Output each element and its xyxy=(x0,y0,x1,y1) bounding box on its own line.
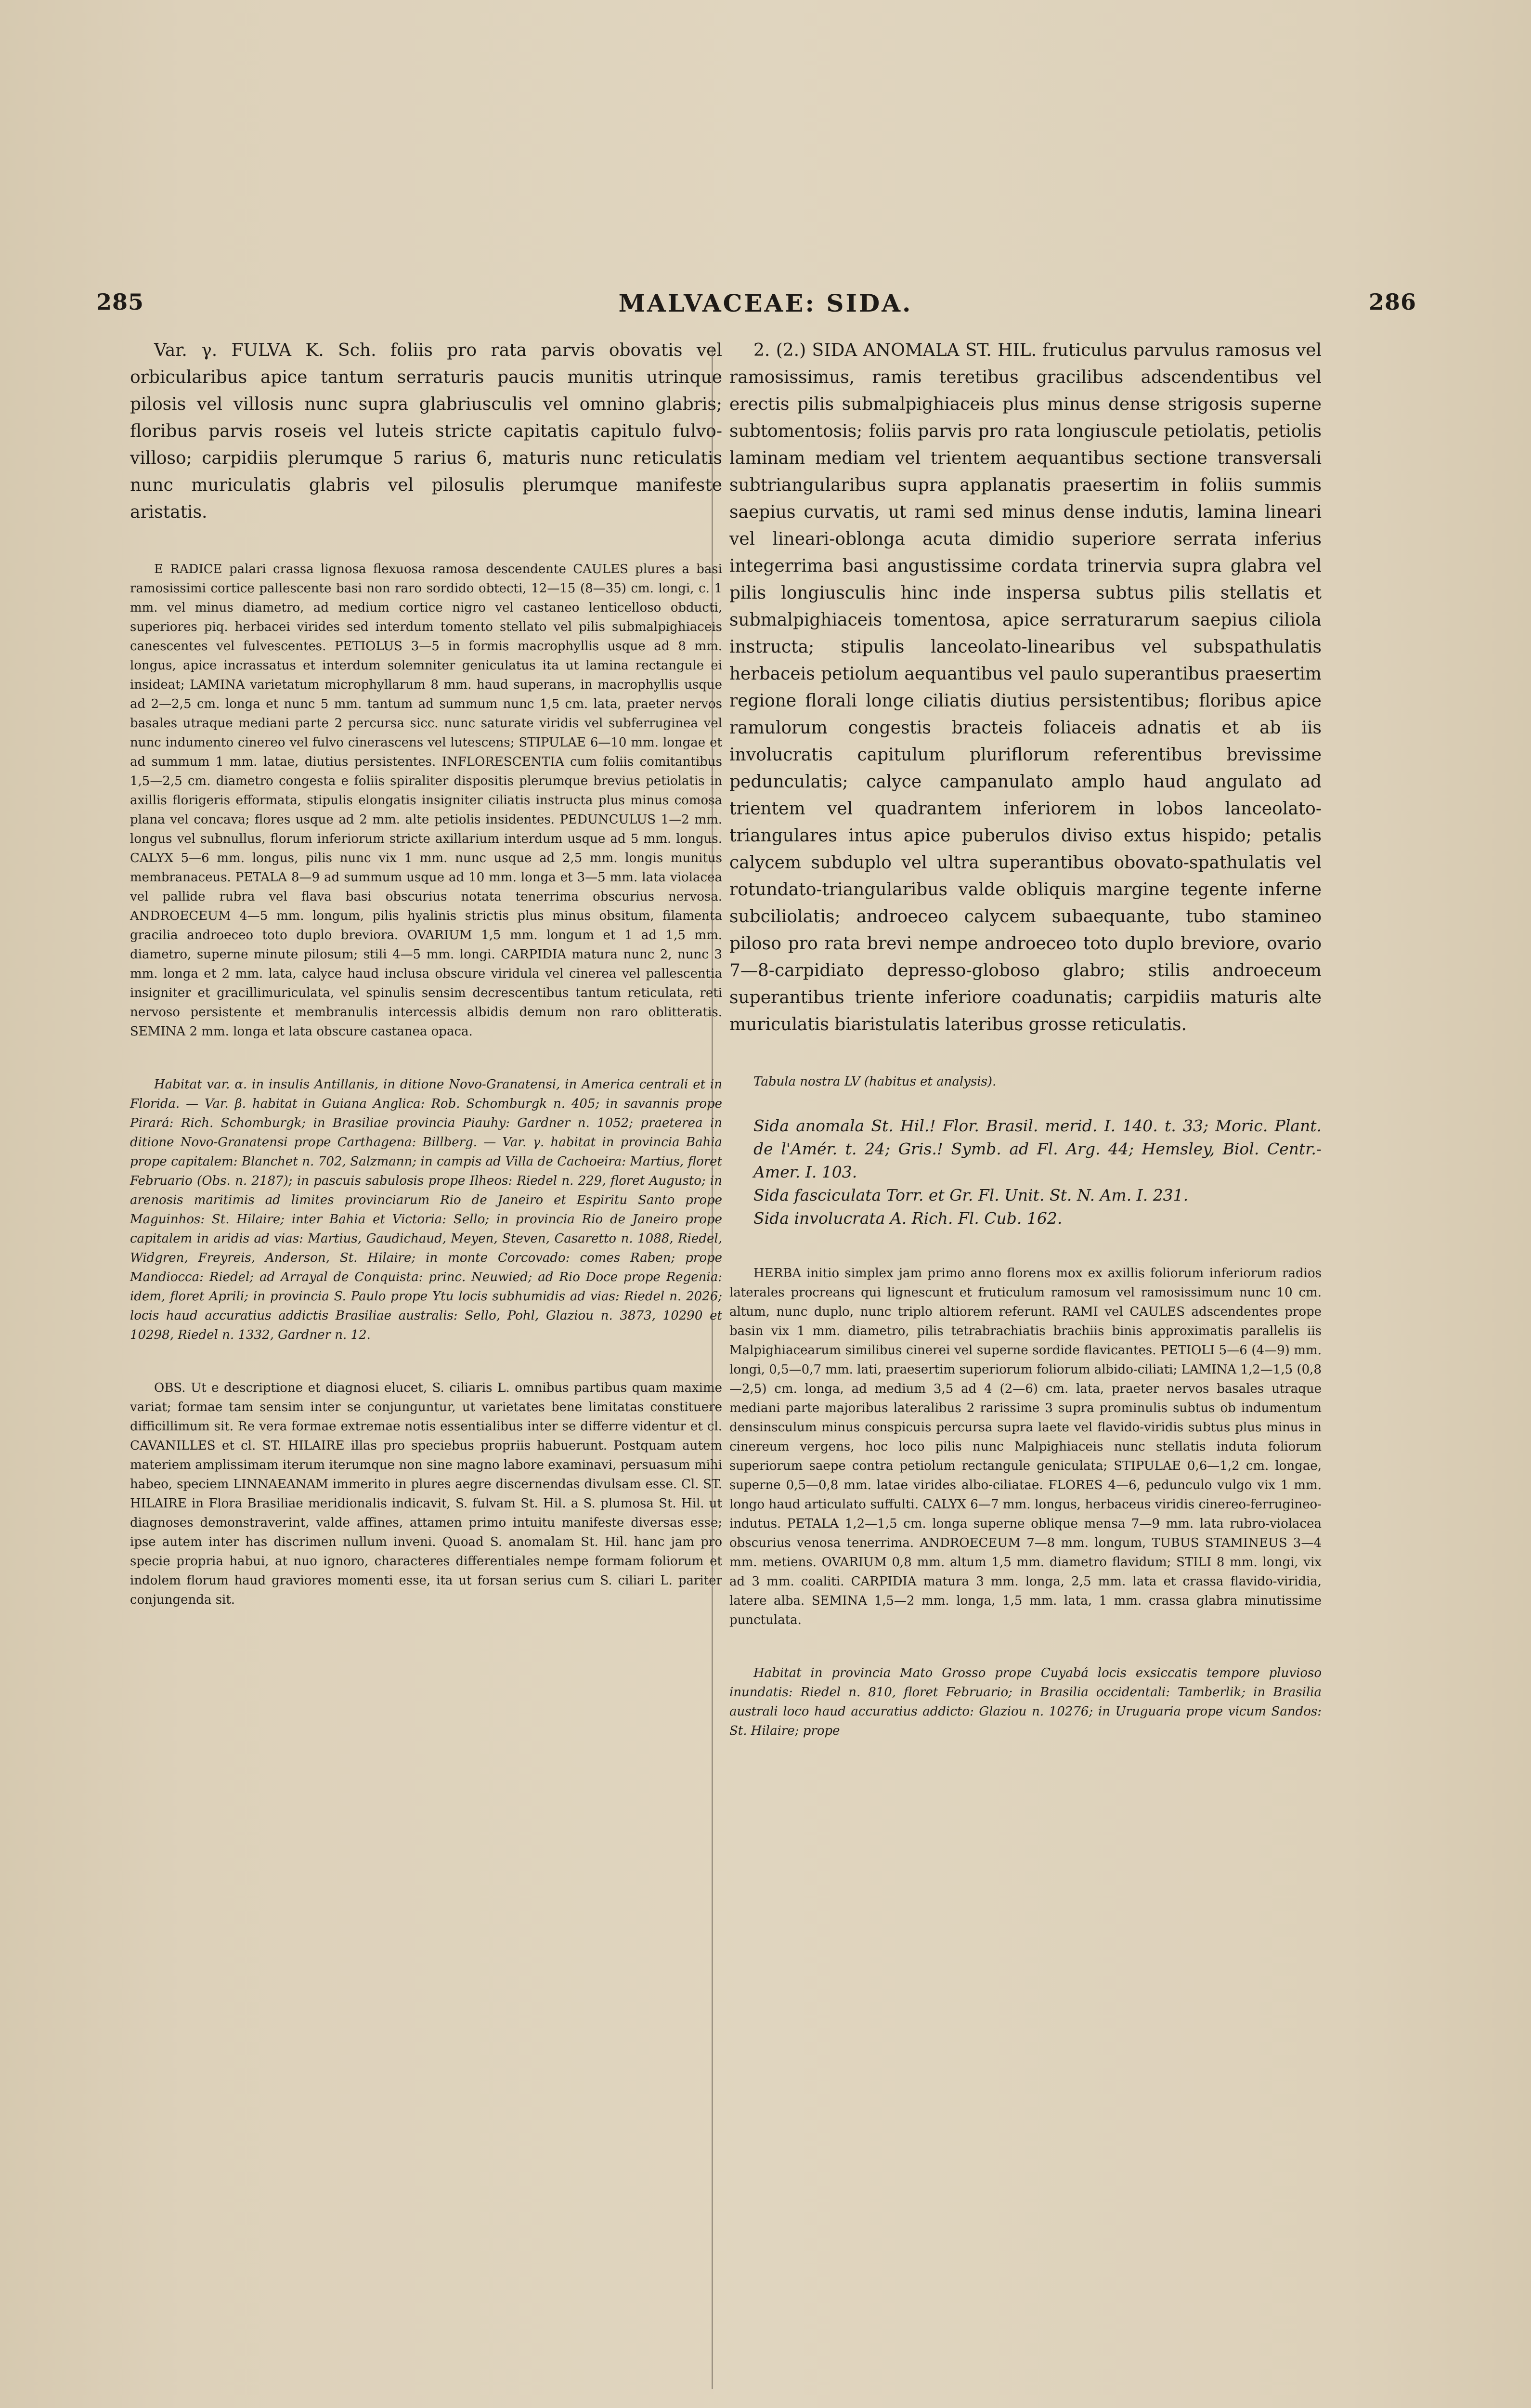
right-column xyxy=(729,337,1322,1741)
plate-reference: Tabula nostra LV (habitus et analysis). xyxy=(753,1074,997,1089)
synonym-reference: Sida involucrata A. Rich. Fl. Cub. 162. xyxy=(753,1209,1063,1228)
page-number-right: 286 xyxy=(1368,289,1416,315)
species-description: E RADICE palari crassa lignosa flexuosa ramosa descendente CAULES plures a basi ramosissimi cortice pallescente basi non raro sordido obtecti, 12—15 (8—35) cm. longi, c. 1 mm. vel minus diametro, ad medium cortice nigro vel castaneo lenticelloso obducti, superiores piq. herbacei virides sed interdum tomento stellato vel pilis submalpighiaceis canescentes vel fulvescentes. PETIOLUS 3—5 in formis macrophyllis usque ad 8 mm. longus, apice incrassatus et interdum solemniter geniculatus ita ut lamina rectangule ei insideat; LAMINA varietatum microphyllarum 8 mm. haud superans, in macrophyllis usque ad 2—2,5 cm. longa et nunc 5 mm. tantum ad summum nunc 1,5 cm. lata, praeter nervos basales utraque mediani parte 2 percursa sicc. nunc saturate viridis vel subferruginea vel nunc indumento cinereo vel fulvo cinerascens vel lutescens; STIPULAE 6—10 mm. longae et ad summum 1 mm. latae, diutius persistentes. INFLORESCENTIA cum foliis comitantibus 1,5—2,5 cm. diametro congesta e foliis spiraliter dispositis plerumque brevius petiolatis in axillis florigeris efformata, stipulis elongatis insigniter ciliatis instructa plus minus comosa plana vel concava; flores usque ad 2 mm. alte petiolis insidentes. PEDUNCULUS 1—2 mm. longus vel subnullus, florum inferiorum stricte axillarium interdum usque ad 5 mm. longus. CALYX 5—6 mm. longus, pilis nunc vix 1 mm. nunc usque ad 2,5 mm. longis munitus membranaceus. PETALA 8—9 ad summum usque ad 10 mm. longa et 3—5 mm. lata violacea vel pallide rubra vel flava basi obscurius notata tenerrima obscurius nervosa. ANDROECEUM 4—5 mm. longum, pilis hyalinis strictis plus minus obsitum, filamenta gracilia androeceo toto duplo breviora. OVARIUM 1,5 mm. longum et 1 ad 1,5 mm. diametro, superne minute pilosum; stili 4—5 mm. longi. CARPIDIA matura nunc 2, nunc 3 mm. longa et 2 mm. lata, calyce haud inclusa obscure viridula vel cinerea vel pallescentia insigniter et gracillimuriculata, vel spinulis sensim decrescentibus tantum reticulata, reti nervoso persistente et membranulis intercessis albidis demum non raro oblitteratis. SEMINA 2 mm. longa et lata obscure castanea opaca. xyxy=(130,562,722,1039)
running-title: MALVACEAE: SIDA. xyxy=(618,289,913,317)
column-divider xyxy=(712,347,713,2389)
left-column xyxy=(130,337,722,1610)
habitat-paragraph: Habitat in provincia Mato Grosso prope Cuyabá locis exsiccatis tempore pluvioso inundatis: Riedel n. 810, floret Februario; in Brasilia occidentali: Tamberlik; in Brasilia australi loco haud accuratius addicto: Glaziou n. 10276; in Uruguaria prope vicum Sandos: St. Hilaire; prope xyxy=(729,1666,1322,1738)
variety-gamma-diagnosis: Var. γ. FULVA K. Sch. foliis pro rata parvis obovatis vel orbicularibus apice tantum serraturis paucis munitis utrinque pilosis vel villosis nunc supra glabriusculis vel omnino glabris; floribus parvis roseis vel luteis stricte capitatis capitulo fulvo-villoso; carpidiis plerumque 5 rarius 6, maturis nunc reticulatis nunc muriculatis glabris vel pilosulis plerumque manifeste aristatis. xyxy=(130,340,722,522)
species-description: HERBA initio simplex jam primo anno florens mox ex axillis foliorum inferiorum radios laterales procreans qui lignescunt et fruticulum ramosum vel ramosissimum nunc 10 cm. altum, nunc duplo, nunc triplo altiorem referunt. RAMI vel CAULES adscendentes prope basin vix 1 mm. diametro, pilis tetrabrachiatis brachiis binis approximatis parallelis iis Malpighiacearum similibus cinerei vel superne sordide flavicantes. PETIOLI 5—6 (4—9) mm. longi, 0,5—0,7 mm. lati, praesertim superiorum foliorum albido-ciliati; LAMINA 1,2—1,5 (0,8—2,5) cm. longa, ad medium 3,5 ad 4 (2—6) cm. lata, praeter nervos basales utraque mediani parte majoribus lateralibus 2 rarissime 3 supra prominulis subtus ob indumentum densinsculum minus conspicuis percursa supra laete vel flavido-viridis subtus plus minus in cinereum vergens, hoc loco pilis nunc Malpighiaceis nunc stellatis induta foliorum superiorum saepe contra petiolum rectangule geniculata; STIPULAE 0,6—1,2 cm. longae, superne 0,5—0,8 mm. latae virides albo-ciliatae. FLORES 4—6, pedunculo vulgo vix 1 mm. longo haud articulato suffulti. CALYX 6—7 mm. longus, herbaceus viridis cinereo-ferrugineo-indutus. PETALA 1,2—1,5 cm. longa superne oblique mensa 7—9 mm. lata rubro-violacea obscurius venosa tenerrima. ANDROECEUM 7—8 mm. longum, TUBUS STAMINEUS 3—4 mm. metiens. OVARIUM 0,8 mm. altum 1,5 mm. diametro flavidum; STILI 8 mm. longi, vix ad 3 mm. coaliti. CARPIDIA matura 3 mm. longa, 2,5 mm. lata et crassa flavido-viridia, latere alba. SEMINA 1,5—2 mm. longa, 1,5 mm. lata, 1 mm. crassa glabra minutissime punctulata. xyxy=(729,1266,1322,1627)
sida-anomala-diagnosis: 2. (2.) SIDA ANOMALA ST. HIL. fruticulus parvulus ramosus vel ramosissimus, ramis teretibus gracilibus adscendentibus vel erectis pilis submalpighiaceis plus minus dense strigosis superne subtomentosis; foliis parvis pro rata longiuscule petiolatis, petiolis laminam mediam vel trientem aequantibus sectione transversali subtriangularibus supra applanatis praesertim in foliis summis saepius curvatis, ut rami sed minus dense indutis, lamina lineari vel lineari-oblonga acuta dimidio superiore serrata inferius integerrima basi angustissime cordata trinervia supra glabra vel pilis longiusculis hinc inde inspersa subtus pilis stellatis et submalpighiaceis tomentosa, apice serraturarum saepius ciliola instructa; stipulis lanceolato-linearibus vel subspathulatis herbaceis petiolum aequantibus vel paulo superantibus praesertim regione florali longe ciliatis diutius persistentibus; floribus apice ramulorum congestis bracteis foliaceis adnatis et ab iis involucratis capitulum pluriflorum referentibus brevissime pedunculatis; calyce campanulato amplo haud angulato ad trientem vel quadrantem inferiorem in lobos lanceolato-triangulares intus apice puberulos diviso extus hispido; petalis calycem subduplo vel ultra superantibus obovato-spathulatis vel rotundato-triangularibus valde obliquis margine tegente inferne subciliolatis; androeceo calycem subaequante, tubo stamineo piloso pro rata brevi nempe androeceo toto duplo breviore, ovario 7—8-carpidiato depresso-globoso glabro; stilis androeceum superantibus triente inferiore coadunatis; carpidiis maturis alte muriculatis biaristulatis lateribus grosse reticulatis. xyxy=(729,340,1322,1034)
synonym-reference: Sida fasciculata Torr. et Gr. Fl. Unit. St. N. Am. I. 231. xyxy=(753,1186,1189,1204)
page-number-left: 285 xyxy=(96,289,144,315)
synonymy-list xyxy=(729,1114,1322,1230)
observation-paragraph: OBS. Ut e descriptione et diagnosi elucet, S. ciliaris L. omnibus partibus quam maxime variat; formae tam sensim inter se conjunguntur, ut varietates bene limitatas constituere difficillimum sit. Re vera formae extremae notis essentialibus inter se differre videntur et cl. CAVANILLES et cl. ST. HILAIRE illas pro speciebus propriis habuerunt. Postquam autem materiem amplissimam iterum iterumque non sine magno labore examinavi, persuasum mihi habeo, speciem LINNAEANAM immerito in plures aegre discernendas divulsam esse. Cl. ST. HILAIRE in Flora Brasiliae meridionalis indicavit, S. fulvam St. Hil. a S. plumosa St. Hil. ut diagnoses demonstraverint, valde affines, attamen primo intuitu manifeste diversas esse; ipse autem inter has discrimen nullum inveni. Quoad S. anomalam St. Hil. hanc jam pro specie propria habui, at nuo ignoro, characteres differentiales nempe formam foliorum et indolem florum haud graviores momenti esse, ita ut forsan serius cum S. ciliari L. pariter conjungenda sit. xyxy=(130,1381,722,1607)
synonym-reference: Sida anomala St. Hil.! Flor. Brasil. merid. I. 140. t. 33; Moric. Plant. de l'Amér. t. 24; Gris.! Symb. ad Fl. Arg. 44; Hemsley, Biol. Centr.-Amer. I. 103. xyxy=(753,1116,1322,1181)
habitat-paragraph: Habitat var. α. in insulis Antillanis, in ditione Novo-Granatensi, in America centrali et in Florida. — Var. β. habitat in Guiana Anglica: Rob. Schomburgk n. 405; in savannis prope Pirará: Rich. Schomburgk; in Brasiliae provincia Piauhy: Gardner n. 1052; praeterea in ditione Novo-Granatensi prope Carthagena: Billberg. — Var. γ. habitat in provincia Bahia prope capitalem: Blanchet n. 702, Salzmann; in campis ad Villa de Cachoeira: Martius, floret Februario (Obs. n. 2187); in pascuis sabulosis prope Ilheos: Riedel n. 229, floret Augusto; in arenosis maritimis ad limites provinciarum Rio de Janeiro et Espiritu Santo prope Maguinhos: St. Hilaire; inter Bahia et Victoria: Sello; in provincia Rio de Janeiro prope capitalem in aridis ad vias: Martius, Gaudichaud, Meyen, Steven, Casaretto n. 1088, Riedel, Widgren, Freyreis, Anderson, St. Hilaire; in monte Corcovado: comes Raben; prope Mandiocca: Riedel; ad Arrayal de Conquista: princ. Neuwied; ad Rio Doce prope Regenia: idem, floret Aprili; in provincia S. Paulo prope Ytu locis subhumidis ad vias: Riedel n. 2026; locis haud accuratius addictis Brasiliae australis: Sello, Pohl, Glaziou n. 3873, 10290 et 10298, Riedel n. 1332, Gardner n. 12. xyxy=(130,1077,722,1342)
